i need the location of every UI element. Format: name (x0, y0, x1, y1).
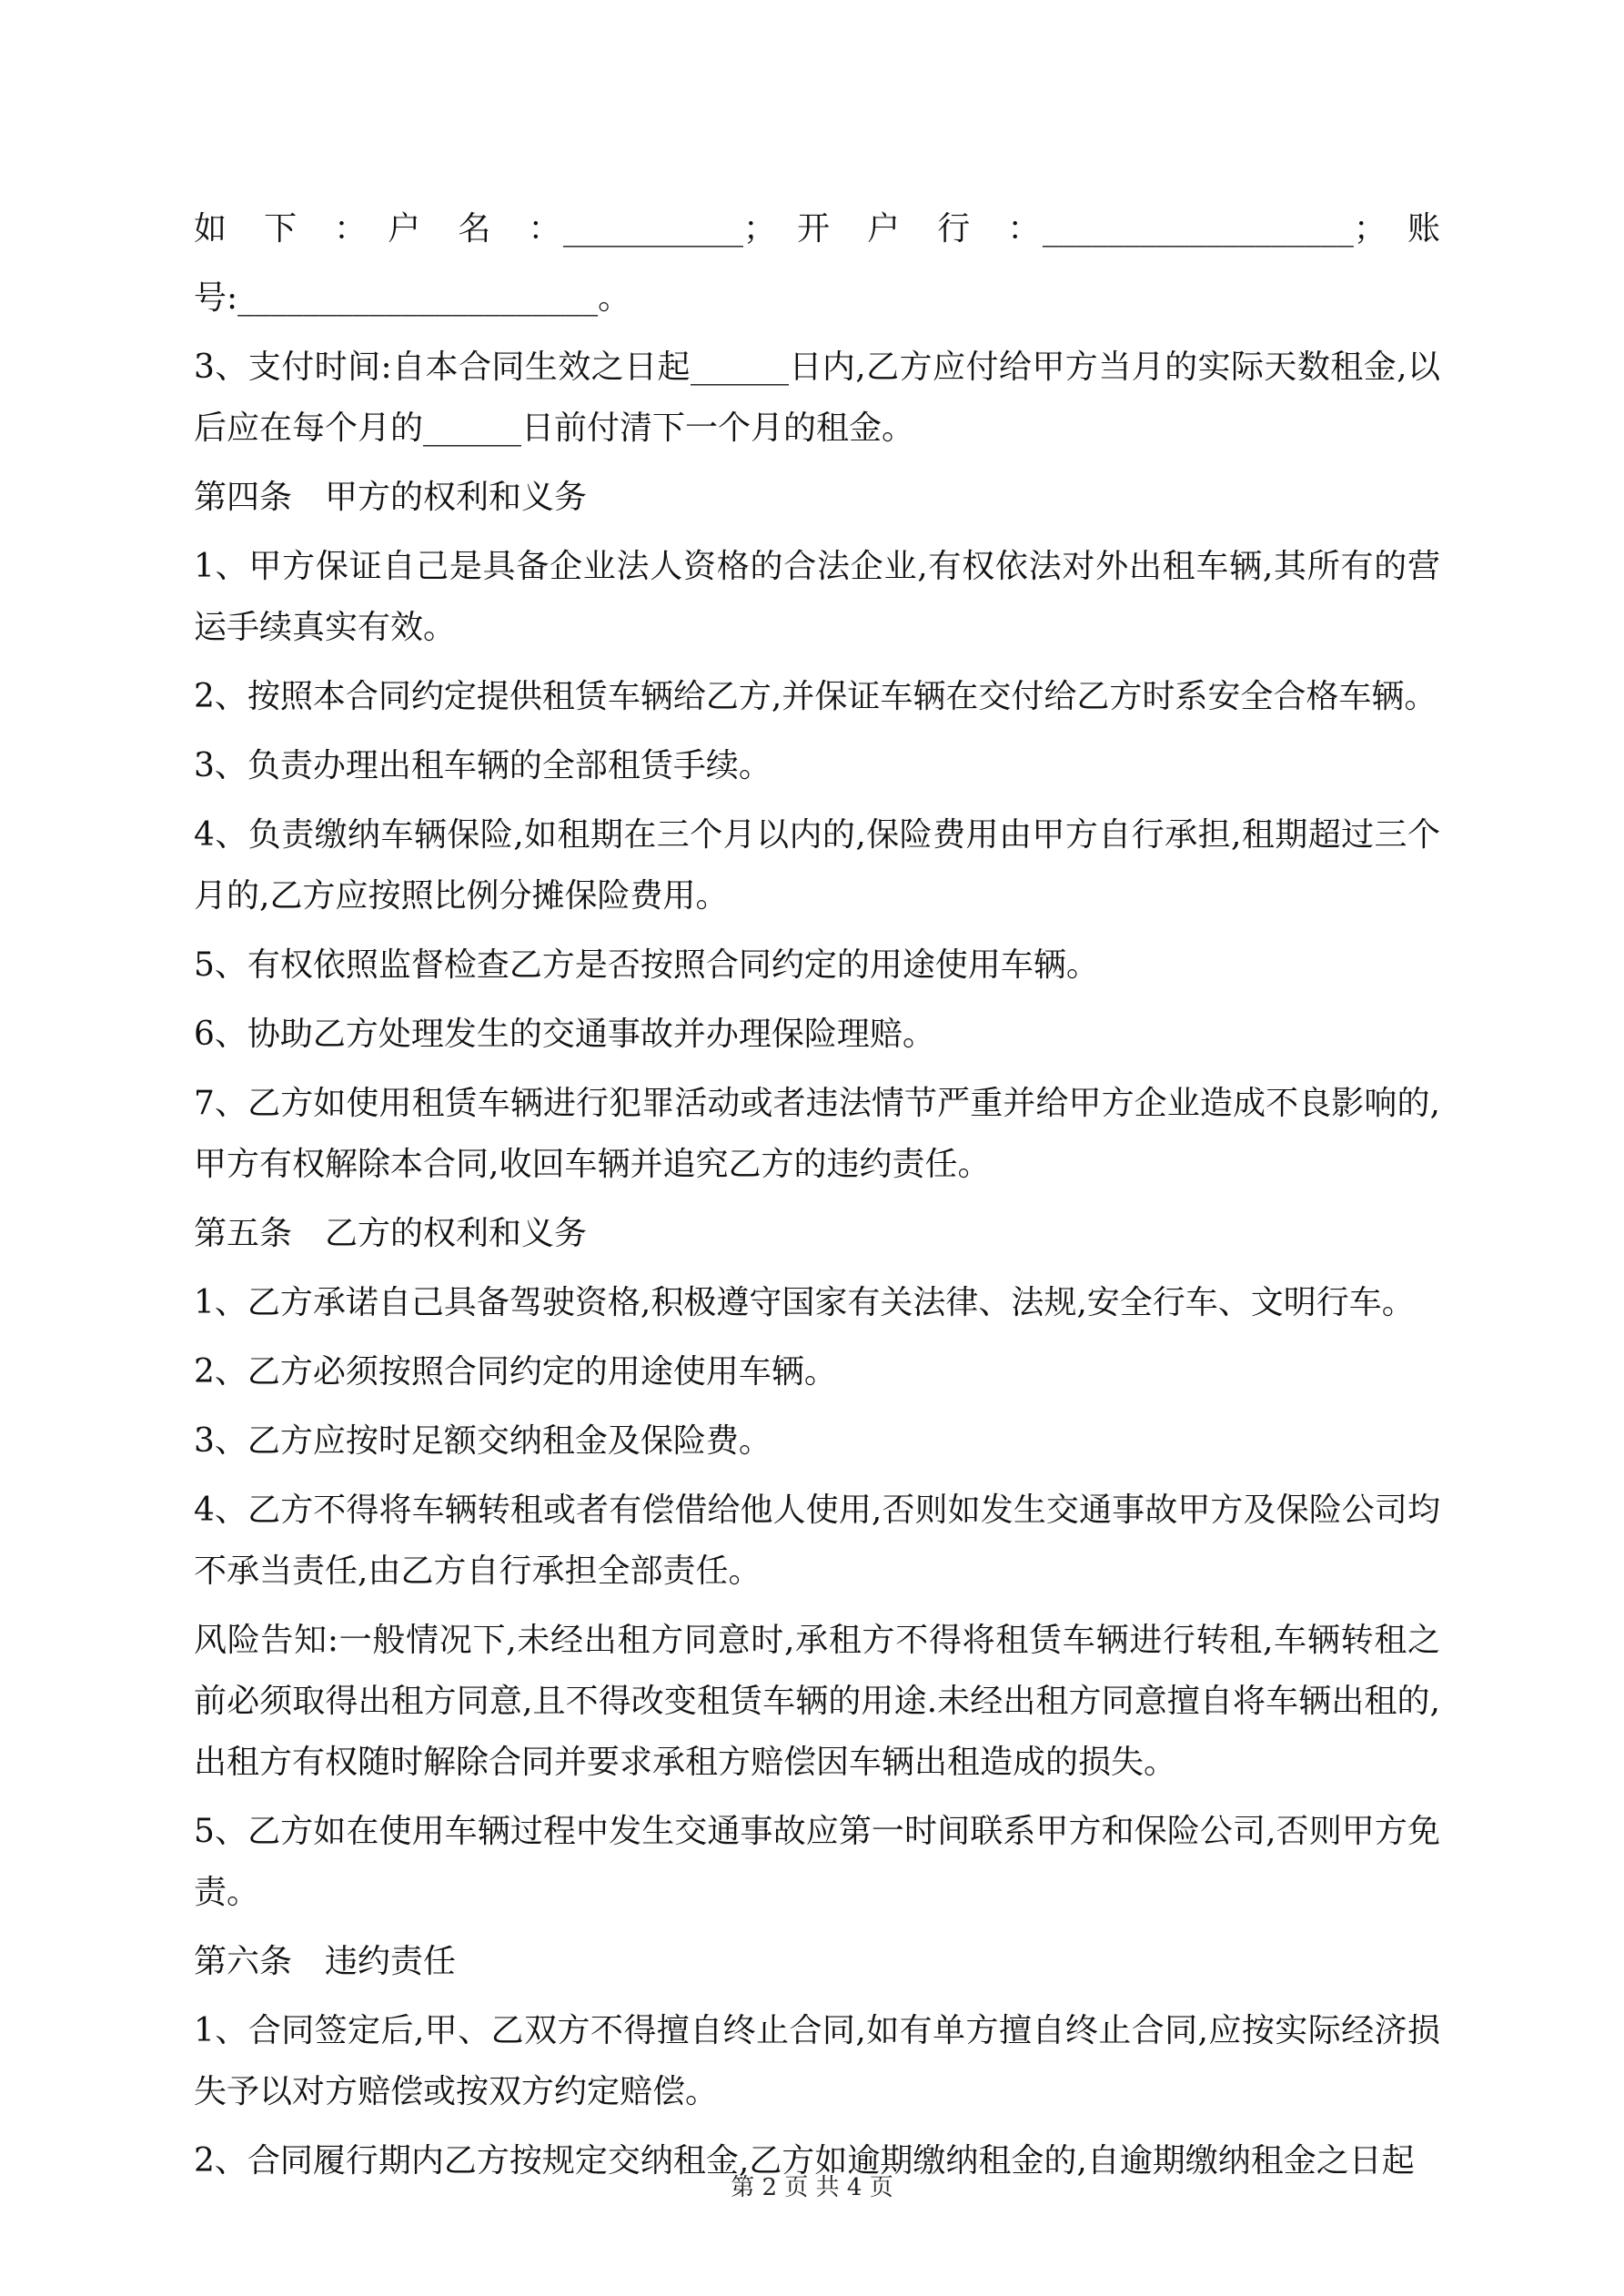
article-6-item-2: 2、合同履行期内乙方按规定交纳租金,乙方如逾期缴纳租金的,自逾期缴纳租金之日起 (194, 2142, 1415, 2180)
risk-notice: 风险告知:一般情况下,未经出租方同意时,承租方不得将租赁车辆进行转租,车辆转租之前必须取得出租方同意,且不得改变租赁车辆的用途.未经出租方同意擅自将车辆出租的,出租方有权随时解除合同并要求承租方赔偿因车辆出租造成的损失。 (194, 1622, 1440, 1781)
document-body (194, 198, 1440, 2200)
page-footer: 第 2 页 共 4 页 (731, 2174, 893, 2201)
account-number-line: 号:______________________。 (194, 279, 631, 317)
article-5-heading: 第五条 乙方的权利和义务 (194, 1215, 588, 1252)
payment-time-clause: 3、支付时间:自本合同生效之日起______日内,乙方应付给甲方当月的实际天数租金,以后应在每个月的______日前付清下一个月的租金。 (194, 349, 1440, 447)
article-5-item-1: 1、乙方承诺自己具备驾驶资格,积极遵守国家有关法律、法规,安全行车、文明行车。 (194, 1284, 1415, 1321)
article-4-item-4: 4、负责缴纳车辆保险,如租期在三个月以内的,保险费用由甲方自行承担,租期超过三个月的,乙方应按照比例分摊保险费用。 (194, 816, 1440, 915)
article-4-item-7: 7、乙方如使用租赁车辆进行犯罪活动或者违法情节严重并给甲方企业造成不良影响的,甲方有权解除本合同,收回车辆并追究乙方的违约责任。 (194, 1085, 1440, 1183)
article-4-item-6: 6、协助乙方处理发生的交通事故并办理保险理赔。 (194, 1016, 935, 1053)
article-5-item-3: 3、乙方应按时足额交纳租金及保险费。 (194, 1422, 772, 1460)
article-5-item-2: 2、乙方必须按照合同约定的用途使用车辆。 (194, 1353, 837, 1391)
bank-account-line: 如 下 ： 户 名 ：___________； 开 户 行 ：___________________； 账 (194, 210, 1440, 248)
article-4-item-1: 1、甲方保证自己是具备企业法人资格的合法企业,有权依法对外出租车辆,其所有的营运手续真实有效。 (194, 548, 1440, 646)
article-6-item-1: 1、合同签定后,甲、乙双方不得擅自终止合同,如有单方擅自终止合同,应按实际经济损失予以对方赔偿或按双方约定赔偿。 (194, 2012, 1440, 2110)
article-4-item-2: 2、按照本合同约定提供租赁车辆给乙方,并保证车辆在交付给乙方时系安全合格车辆。 (194, 678, 1437, 715)
article-4-item-3: 3、负责办理出租车辆的全部租赁手续。 (194, 747, 772, 784)
article-6-heading: 第六条 违约责任 (194, 1943, 457, 1980)
article-5-item-4: 4、乙方不得将车辆转租或者有偿借给他人使用,否则如发生交通事故甲方及保险公司均不承当责任,由乙方自行承担全部责任。 (194, 1492, 1440, 1590)
article-4-item-5: 5、有权依照监督检查乙方是否按照合同约定的用途使用车辆。 (194, 946, 1099, 984)
article-4-heading: 第四条 甲方的权利和义务 (194, 479, 588, 516)
article-5-item-5: 5、乙方如在使用车辆过程中发生交通事故应第一时间联系甲方和保险公司,否则甲方免责。 (194, 1813, 1440, 1911)
